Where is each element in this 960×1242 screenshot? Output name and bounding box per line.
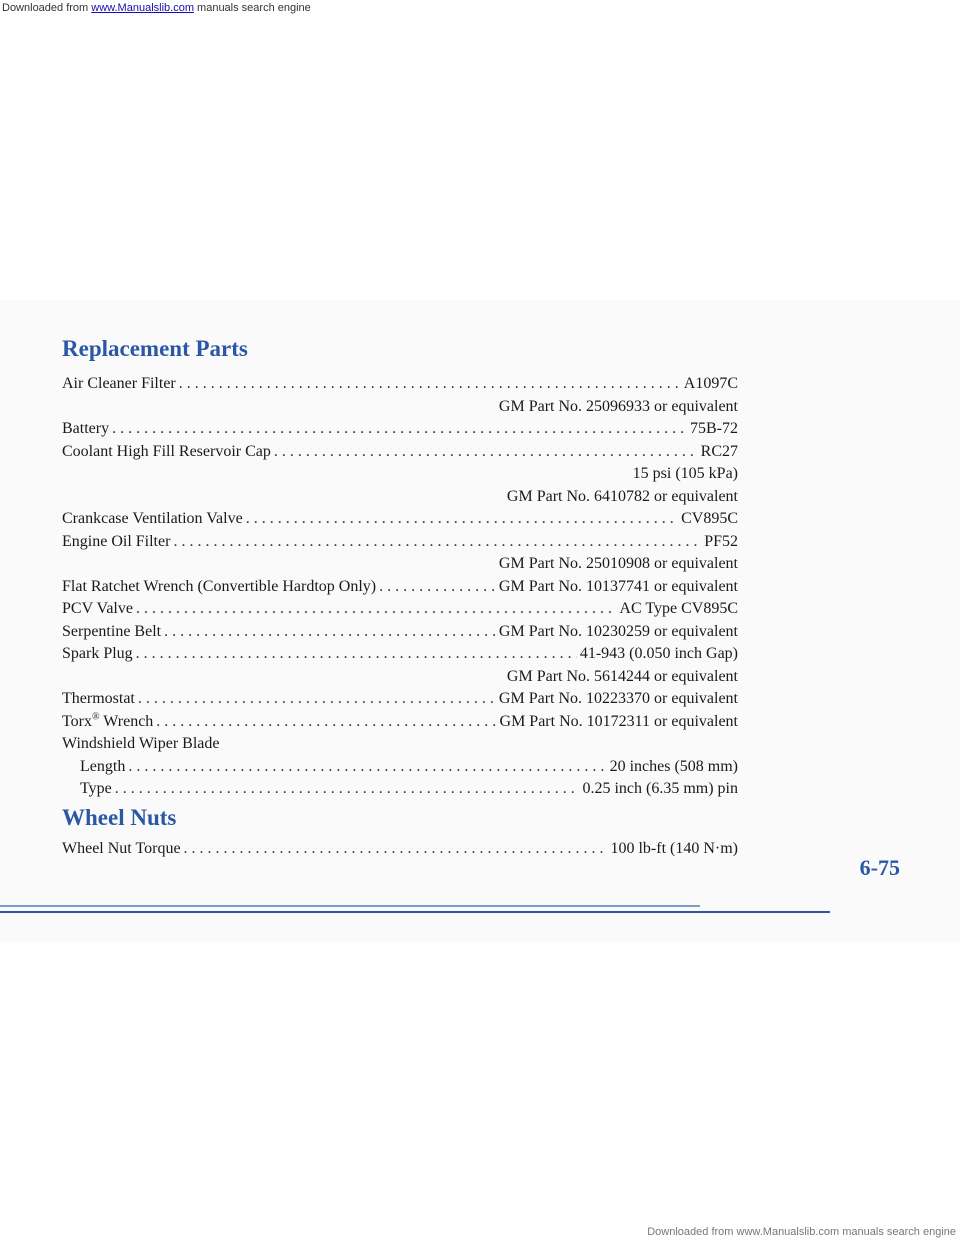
spec-row xyxy=(62,688,738,711)
replacement-parts-list xyxy=(62,373,738,801)
spec-label xyxy=(62,711,153,734)
spec-label-text: Wheel Nut Torque xyxy=(62,840,181,857)
spec-label xyxy=(62,838,181,861)
spec-value: PF52 xyxy=(704,532,738,550)
spec-row xyxy=(62,711,738,734)
spec-value: A1097C xyxy=(683,375,738,392)
spec-label xyxy=(80,756,125,779)
dot-leader xyxy=(179,373,681,396)
spec-label xyxy=(80,778,112,801)
spec-value: GM Part No. 6410782 or equivalent xyxy=(506,487,738,505)
spec-value: GM Part No. 10230259 or equivalent xyxy=(498,622,738,640)
manual-page xyxy=(0,300,960,942)
spec-value: 15 psi (105 kPa) xyxy=(632,465,738,482)
spec-label-text: Flat Ratchet Wrench (Convertible Hardtop Only) xyxy=(62,577,377,595)
spec-label-text: Type xyxy=(80,780,112,797)
spec-label-text: Thermostat xyxy=(62,690,135,707)
dot-leader xyxy=(173,531,701,554)
spec-label-text: Coolant High Fill Reservoir Cap xyxy=(62,442,271,460)
download-banner xyxy=(0,0,960,18)
spec-row xyxy=(62,418,738,441)
spec-value: 100 lb-ft (140 N·m) xyxy=(610,840,738,857)
spec-row xyxy=(62,441,738,464)
spec-continuation xyxy=(62,486,738,509)
spec-label xyxy=(62,688,135,711)
dot-leader xyxy=(156,711,496,734)
spec-value: GM Part No. 10137741 or equivalent xyxy=(498,577,738,595)
spec-row xyxy=(62,756,738,779)
spec-value: 75B-72 xyxy=(690,420,738,437)
dot-leader xyxy=(379,576,496,599)
spec-label-text: Length xyxy=(80,757,126,775)
divider-line-thin xyxy=(0,905,700,907)
dot-leader xyxy=(128,756,606,779)
spec-continuation xyxy=(62,396,738,419)
dot-leader xyxy=(274,441,698,464)
spec-value: GM Part No. 25096933 or equivalent xyxy=(498,397,738,415)
spec-value: RC27 xyxy=(700,442,738,460)
spec-row xyxy=(62,531,738,554)
banner-suffix: manuals search engine xyxy=(193,2,311,14)
spec-value: CV895C xyxy=(681,510,738,527)
spec-label-text: Crankcase Ventilation Valve xyxy=(62,510,243,527)
spec-label-text: PCV Valve xyxy=(62,600,133,617)
dot-leader xyxy=(112,418,687,441)
spec-label-text: Battery xyxy=(62,420,110,437)
spec-row xyxy=(62,838,738,861)
spec-continuation xyxy=(62,666,738,689)
spec-row xyxy=(62,508,738,531)
download-footer: Downloaded from www.Manualslib.com manuals search engine xyxy=(647,1226,956,1238)
spec-label xyxy=(62,531,170,554)
page-number: 6-75 xyxy=(859,855,900,880)
spec-value: GM Part No. 5614244 or equivalent xyxy=(506,667,738,685)
spec-continuation xyxy=(62,553,738,576)
dot-leader xyxy=(184,838,608,861)
dot-leader xyxy=(115,778,580,801)
spec-value: GM Part No. 10223370 or equivalent xyxy=(498,690,738,707)
spec-row xyxy=(62,576,738,599)
spec-label xyxy=(62,418,109,441)
spec-label-text: Spark Plug xyxy=(62,645,133,662)
spec-label xyxy=(62,621,161,644)
dot-leader xyxy=(136,598,616,621)
spec-label-text: Air Cleaner Filter xyxy=(62,375,176,392)
spec-label-text: Engine Oil Filter xyxy=(62,532,171,550)
spec-label xyxy=(62,508,243,531)
spec-label xyxy=(62,598,133,621)
spec-label-text: Torx xyxy=(62,712,92,730)
spec-row xyxy=(62,598,738,621)
replacement-parts-title: Replacement Parts xyxy=(62,336,248,361)
spec-value: 41-943 (0.050 inch Gap) xyxy=(579,645,738,662)
spec-value: 20 inches (508 mm) xyxy=(609,757,738,775)
spec-label xyxy=(62,576,376,599)
spec-value: 0.25 inch (6.35 mm) pin xyxy=(582,780,738,797)
banner-prefix: Downloaded from xyxy=(2,2,92,14)
spec-label xyxy=(62,643,133,666)
spec-value: AC Type CV895C xyxy=(619,600,738,617)
spec-row xyxy=(62,621,738,644)
spec-value: GM Part No. 25010908 or equivalent xyxy=(498,555,738,572)
registered-mark: ® xyxy=(91,711,100,723)
divider-line xyxy=(0,911,830,913)
spec-group-heading xyxy=(62,733,738,756)
manualslib-link[interactable]: www.Manualslib.com xyxy=(91,2,194,14)
spec-label xyxy=(62,441,271,464)
dot-leader xyxy=(246,508,678,531)
dot-leader xyxy=(138,688,496,711)
spec-label-suffix: Wrench xyxy=(99,712,154,730)
wheel-nuts-list xyxy=(62,838,738,861)
spec-continuation xyxy=(62,463,738,486)
wheel-nuts-title: Wheel Nuts xyxy=(62,805,177,830)
spec-row xyxy=(62,778,738,801)
spec-label xyxy=(62,373,176,396)
spec-row xyxy=(62,643,738,666)
spec-row xyxy=(62,373,738,396)
spec-label: Windshield Wiper Blade xyxy=(62,735,220,752)
dot-leader xyxy=(164,621,496,644)
spec-label-text: Serpentine Belt xyxy=(62,622,162,640)
dot-leader xyxy=(136,643,577,666)
spec-value: GM Part No. 10172311 or equivalent xyxy=(499,712,738,730)
